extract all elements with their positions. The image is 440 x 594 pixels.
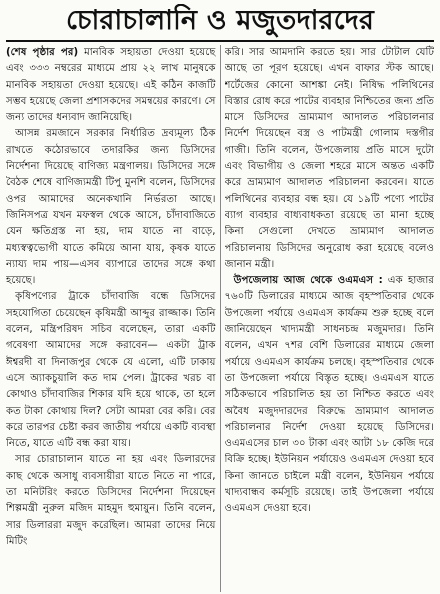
right-column [225,45,435,592]
left-paragraph-1 [6,45,216,126]
left-paragraph-4: সার চোরাচালান যাতে না হয় এবং ডিলারদের কাছ থেকে অসাধু ব্যবসায়ীরা যাতে নিতে না পারে, তা মনিটরিং করতে ডিসিদের নির্দেশনা দিয়েছেন শিল্পমন্ত্রী নুরুল মজিদ মাহমুদ হুমায়ুন। তিনি বলেন, সার ডিলাররা মজুদ করেছিল। আমরা তাদের নিয়ে মিটিং [6,454,216,547]
left-paragraph-1-text: মানবিক সহায়তা দেওয়া হয়েছে এবং ৩৩৩ নম্বরের মাধ্যমে প্রায় ২২ লাখ মানুষকে মানবিক সহায়তা দেওয়া হয়েছে। এই কঠিন কাজটি সম্ভব হয়েছে জেলা প্রশাসকদের সমন্বয়ের কারণে। সে জন্য তাদের ধন্যবাদ জানিয়েছি। [6,47,216,124]
left-paragraph-2: আসন্ন রমজানে সরকার নির্ধারিত দ্রব্যমূল্য ঠিক রাখতে কঠোরভাবে তদারকির জন্য ডিসিদের নির্দেশনা দিয়েছে বাণিজ্য মন্ত্রণালয়। ডিসিদের সঙ্গে বৈঠক শেষে বাণিজ্যমন্ত্রী টিপু মুনশি বলেন, ডিসিদের ওপর আমাদের অনেকখানি নির্ভরতা আছে। জিনিসপত্র যখন মফস্বল থেকে আসে, চাঁদাবাজিতে যেন ক্ষতিগ্রস্ত না হয়, দাম যাতে না বাড়ে, মধ্যস্বত্বভোগী যাতে কমিয়ে আনা যায়, কৃষক যাতে ন্যায্য দাম পায়—এসব ব্যাপারে তাদের সঙ্গে কথা হয়েছে। [6,128,216,287]
headline-rule [6,40,434,42]
headline: চোরাচালানি ও মজুতদারদের [65,5,375,36]
column-divider [220,45,221,592]
continuation-tag: (শেষ পৃষ্ঠার পর) [6,47,79,58]
oms-subhead: উপজেলায় আজ থেকে ওএমএস : [233,275,383,287]
right-paragraph-1: করি। সার আমদানি করতে হয়। সার টোটাল যেটি আছে তা পূরণ হয়েছে। এখন বাফার স্টক আছে। শর্টেজের কোনো আশঙ্কা নেই। নিষিদ্ধ পলিথিনের বিস্তার রোধ করে পাটের ব্যবহার নিশ্চিতের জন্য প্রতি মাসে ডিসিদের ভ্রাম্যমাণ আদালত পরিচালনার নির্দেশ দিয়েছেন বস্ত্র ও পাটমন্ত্রী গোলাম দস্তগীর গাজী। তিনি বলেন, উপজেলায় প্রতি মাসে দুটো এবং বিভাগীয় ও জেলা শহরে মাসে অন্তত একটি করে ভ্রাম্যমাণ আদালত পরিচালনা করবেন। যাতে পলিথিনের ব্যবহার বন্ধ হয়। যে ১৯টি পণ্যে পাটের ব্যাগ ব্যবহার বাধ্যবাধকতা রয়েছে তা মানা হচ্ছে কিনা সেগুলো দেখতে ভ্রাম্যমাণ আদালত পরিচালনায় ডিসিদের অনুরোধ করা হয়েছে বলেও জানান মন্ত্রী। [224,47,434,270]
left-paragraph-3: কৃষিপণ্যের ট্রাকে চাঁদাবাজি বন্ধে ডিসিদের সহযোগিতা চেয়েছেন কৃষিমন্ত্রী আব্দুর রাজ্জাক। তিনি বলেন, মন্ত্রিপরিষদ সচিব বলেছেন, তারা একটি গবেষণা আমাদের সঙ্গে করাবেন— একটা ট্রাক ঈশ্বরদী বা দিনাজপুর থেকে যে এলো, এটি ঢাকায় এসে অ্যাকচুয়ালি কত দাম পেল। ট্রাকের খরচ বা কোথাও চাঁদাবাজির শিকার যদি হয়ে থাকে, তা হলে কত টাকা কোথায় দিল? সেটা আমরা বের করি। বের করে তারপর চেষ্টা করব জাতীয় পর্যায়ে একটি ব্যবস্থা নিতে, যাতে এটি বন্ধ করা যায়। [6,291,216,450]
right-paragraph-2-text: এক হাজার ৭৬০টি ডিলারের মাধ্যমে আজ বৃহস্পতিবার থেকে উপজেলা পর্যায়ে ওএমএস কার্যক্রম শুরু হচ্ছে বলে জানিয়েছেন খাদ্যমন্ত্রী সাধনচন্দ্র মজুমদার। তিনি বলেন, এখন ৭শর বেশি ডিলারের মাধ্যমে জেলা পর্যায়ে ওএমএস কার্যক্রম চলছে। বৃহস্পতিবার থেকে তা উপজেলা পর্যায়ে বিস্তৃত হচ্ছে। ওএমএস যাতে সঠিকভাবে পরিচালিত হয় তা নিশ্চিত করতে এবং অবৈধ মজুদদারদের বিরুদ্ধে ভ্রাম্যমাণ আদালত পরিচালনার নির্দেশ দেওয়া হয়েছে ডিসিদের। ওএমএসের চাল ৩০ টাকা এবং আটা ১৮ কেজি দরে বিক্রি হচ্ছে। ইউনিয়ন পর্যায়েও ওএমএস দেওয়া হবে কিনা জানতে চাইলে মন্ত্রী বলেন, ইউনিয়ন পর্যায়ে খাদ্যবান্ধব কর্মসূচি রয়েছে। তাই উপজেলা পর্যায়ে ওএমএস দেওয়া হবে। [224,275,434,515]
left-column [6,45,216,592]
article-body [6,45,434,592]
right-paragraph-2 [225,273,435,517]
